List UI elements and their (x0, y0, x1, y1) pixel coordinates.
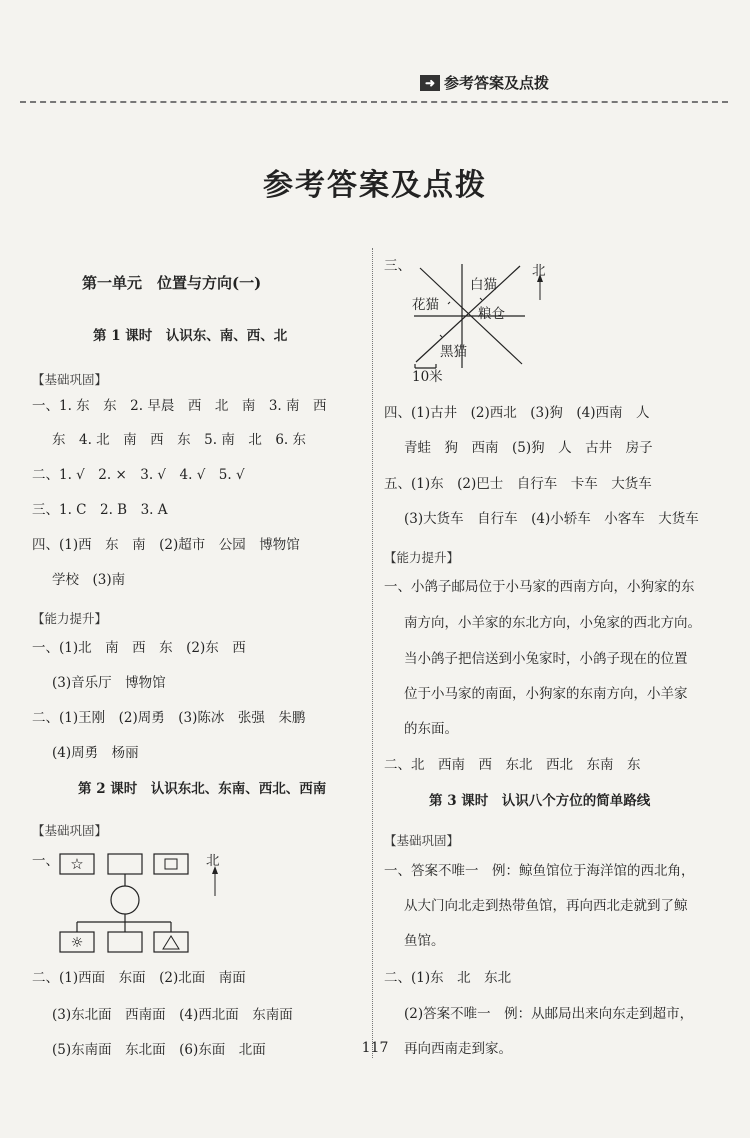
answer-line: 青蛙 狗 西南 (5)狗 人 古井 房子 (404, 440, 653, 456)
answer-line: (4)周勇 杨丽 (52, 745, 139, 761)
section-tag-basic: 【基础巩固】 (384, 833, 460, 848)
triangle-icon (163, 936, 179, 949)
right-column (372, 0, 750, 1138)
answer-line: 再向西南走到家。 (404, 1041, 512, 1057)
map-label-granary: 粮仓 (478, 306, 505, 322)
answer-line: 学校 (3)南 (52, 572, 126, 588)
star-icon: ☆ (70, 855, 84, 873)
lesson-1-heading: 第 1 课时 认识东、南、西、北 (93, 328, 288, 344)
map-scale-label: 10米 (412, 369, 443, 385)
sun-icon: ☼ (70, 935, 84, 951)
answer-line: 二、(1)西面 东面 (2)北面 南面 (32, 970, 246, 986)
box-square (154, 854, 188, 874)
left-column (0, 0, 372, 1138)
answer-line: 二、北 西南 西 东北 西北 东南 东 (384, 757, 641, 773)
lesson-3-heading: 第 3 课时 认识八个方位的简单路线 (429, 793, 651, 809)
north-label: 北 (206, 853, 220, 869)
answer-line: 的东面。 (404, 721, 458, 737)
answer-line: 五、(1)东 (2)巴士 自行车 卡车 大货车 (384, 476, 652, 492)
answer-line: (3)大货车 自行车 (4)小轿车 小客车 大货车 (404, 511, 699, 527)
section-tag-ability: 【能力提升】 (32, 611, 108, 626)
answer-line: 四、(1)西 东 南 (2)超市 公园 博物馆 (32, 537, 300, 553)
answer-line: 位于小马家的南面，小狗家的东南方向，小羊家 (404, 686, 688, 702)
answer-line: 鱼馆。 (404, 933, 445, 949)
map-label-flower-cat: 花猫 (412, 297, 439, 313)
answer-line: (5)东南面 东北面 (6)东面 北面 (52, 1042, 266, 1058)
center-circle (111, 886, 139, 914)
answer-line: 一、答案不唯一 例：鲸鱼馆位于海洋馆的西北角， (384, 863, 695, 879)
answer-line: 二、(1)东 北 东北 (384, 970, 512, 986)
answer-line: 一、小鸽子邮局位于小马家的西南方向，小狗家的东 (384, 579, 695, 595)
answer-line: 一、(1)北 南 西 东 (2)东 西 (32, 640, 246, 656)
section-tag-basic: 【基础巩固】 (32, 372, 108, 387)
answer-line: 南方向，小羊家的东北方向，小兔家的西北方向。 (404, 615, 701, 631)
answer-line: (3)东北面 西南面 (4)西北面 东南面 (52, 1007, 293, 1023)
page-title: 参考答案及点拨 (263, 168, 487, 203)
header-label: 参考答案及点拨 (444, 74, 550, 92)
map-north-label: 北 (532, 263, 546, 279)
answer-line: 东 4. 北 南 西 东 5. 南 北 6. 东 (52, 432, 307, 448)
answer-line: 当小鸽子把信送到小兔家时，小鸽子现在的位置 (404, 651, 688, 667)
page-number: 117 (361, 1040, 389, 1056)
answer-line: 二、1. √ 2. × 3. √ 4. √ 5. √ (32, 467, 245, 483)
answer-line: 一、1. 东 东 2. 早晨 西 北 南 3. 南 西 (32, 398, 327, 414)
answer-line: 三、1. C 2. B 3. A (32, 502, 168, 518)
answer-line: (3)音乐厅 博物馆 (52, 675, 166, 691)
section-tag-ability: 【能力提升】 (384, 550, 460, 565)
map-label-black-cat: 黑猫 (440, 344, 467, 360)
box-empty-2 (108, 932, 142, 952)
answer-line: (2)答案不唯一 例：从邮局出来向东走到超市， (404, 1006, 694, 1022)
box-empty (108, 854, 142, 874)
map-label-white-cat: 白猫 (470, 277, 497, 293)
answer-line: 二、(1)王刚 (2)周勇 (3)陈冰 张强 朱鹏 (32, 710, 306, 726)
answer-line: 四、(1)古井 (2)西北 (3)狗 (4)西南 人 (384, 405, 650, 421)
square-icon (165, 859, 177, 869)
answer-line: 从大门向北走到热带鱼馆，再向西北走就到了鲸 (404, 898, 688, 914)
unit-heading: 第一单元 位置与方向(一) (82, 274, 262, 292)
answer-label: 一、 (32, 853, 59, 869)
lesson-2-heading: 第 2 课时 认识东北、东南、西北、西南 (78, 781, 327, 797)
section-tag-basic: 【基础巩固】 (32, 823, 108, 838)
answer-label: 三、 (384, 258, 411, 274)
arrow-icon: ➜ (420, 75, 440, 91)
